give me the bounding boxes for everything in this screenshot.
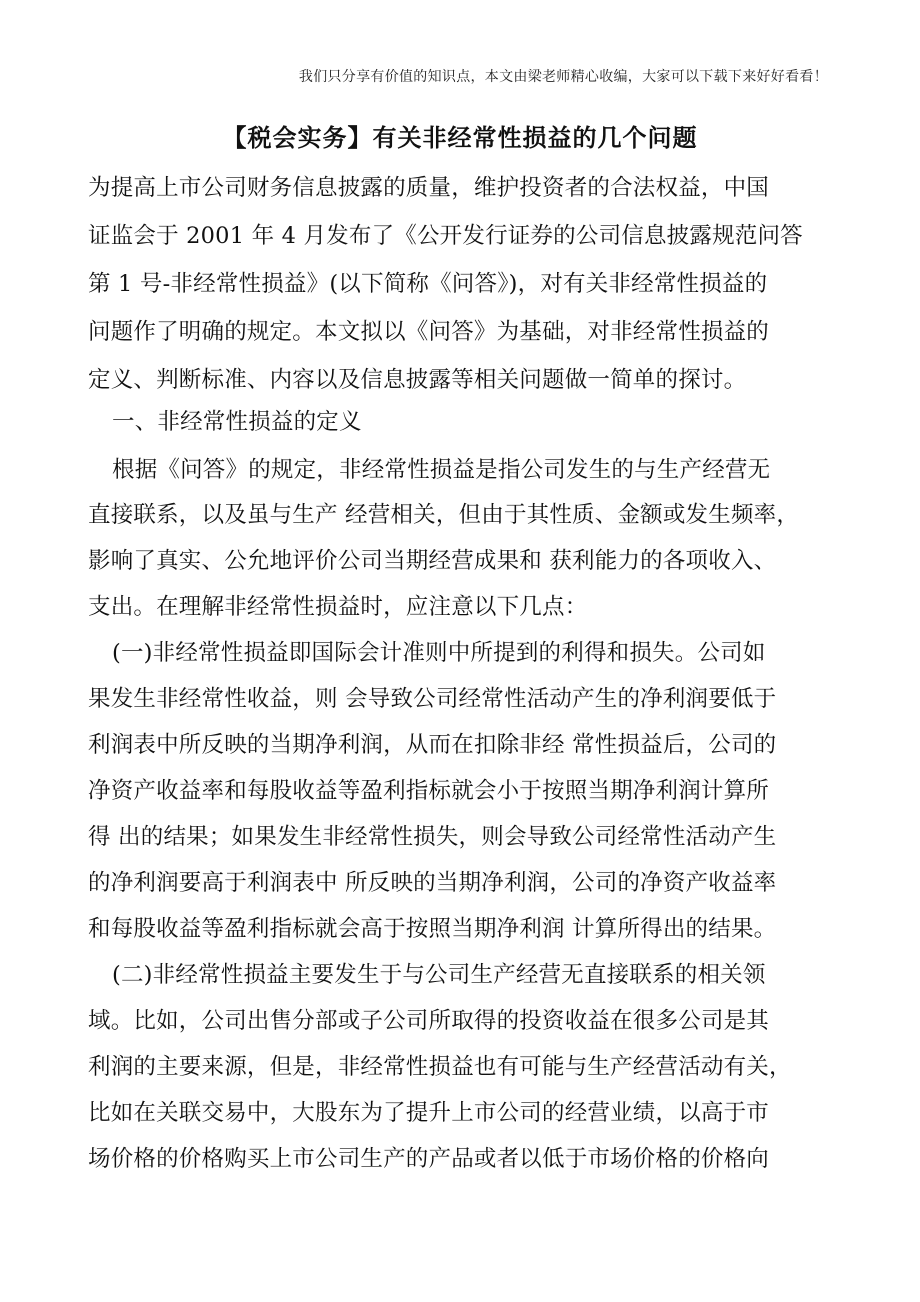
body-line: 定义、判断标准、内容以及信息披露等相关问题做一简单的探讨。 [88, 367, 747, 393]
body-line: 域。比如，公司出售分部或子公司所取得的投资收益在很多公司是其 [88, 1008, 770, 1034]
body-line: 场价格的价格购买上市公司生产的产品或者以低于市场价格的价格向 [88, 1146, 770, 1172]
section-heading: 一、非经常性损益的定义 [112, 409, 362, 435]
body-line: 果发生非经常性收益，则 会导致公司经常性活动产生的净利润要低于 [88, 686, 777, 712]
body-line: 证监会于 2001 年 4 月发布了《公开发行证券的公司信息披露规范问答 [88, 223, 803, 249]
body-line: 为提高上市公司财务信息披露的质量，维护投资者的合法权益，中国 [88, 175, 770, 201]
header-note: 我们只分享有价值的知识点，本文由梁老师精心收编，大家可以下载下来好好看看！ [298, 69, 828, 85]
body-line: (一)非经常性损益即国际会计准则中所提到的利得和损失。公司如 [112, 640, 766, 666]
body-line: 的净利润要高于利润表中 所反映的当期净利润，公司的净资产收益率 [88, 870, 777, 896]
body-line: 支出。在理解非经常性损益时，应注意以下几点： [88, 594, 588, 620]
body-line: 和每股收益等盈利指标就会高于按照当期净利润 计算所得出的结果。 [88, 916, 777, 942]
body-line: 根据《问答》的规定，非经常性损益是指公司发生的与生产经营无 [112, 457, 771, 483]
body-line: 利润的主要来源，但是，非经常性损益也有可能与生产经营活动有关， [88, 1054, 792, 1080]
body-line: 比如在关联交易中，大股东为了提升上市公司的经营业绩，以高于市 [88, 1100, 770, 1126]
body-line: 净资产收益率和每股收益等盈利指标就会小于按照当期净利润计算所 [88, 778, 770, 804]
page-title: 【税会实务】有关非经常性损益的几个问题 [222, 123, 698, 152]
body-line: 得 出的结果；如果发生非经常性损失，则会导致公司经常性活动产生 [88, 824, 777, 850]
body-line: (二)非经常性损益主要发生于与公司生产经营无直接联系的相关领 [112, 962, 766, 988]
body-line: 第 1 号-非经常性损益》(以下简称《问答》)，对有关非经常性损益的 [88, 271, 768, 297]
body-line: 直接联系，以及虽与生产 经营相关，但由于其性质、金额或发生频率， [88, 502, 800, 528]
body-line: 影响了真实、公允地评价公司当期经营成果和 获利能力的各项收入、 [88, 548, 777, 574]
body-line: 问题作了明确的规定。本文拟以《问答》为基础，对非经常性损益的 [88, 319, 770, 345]
body-line: 利润表中所反映的当期净利润，从而在扣除非经 常性损益后，公司的 [88, 732, 777, 758]
